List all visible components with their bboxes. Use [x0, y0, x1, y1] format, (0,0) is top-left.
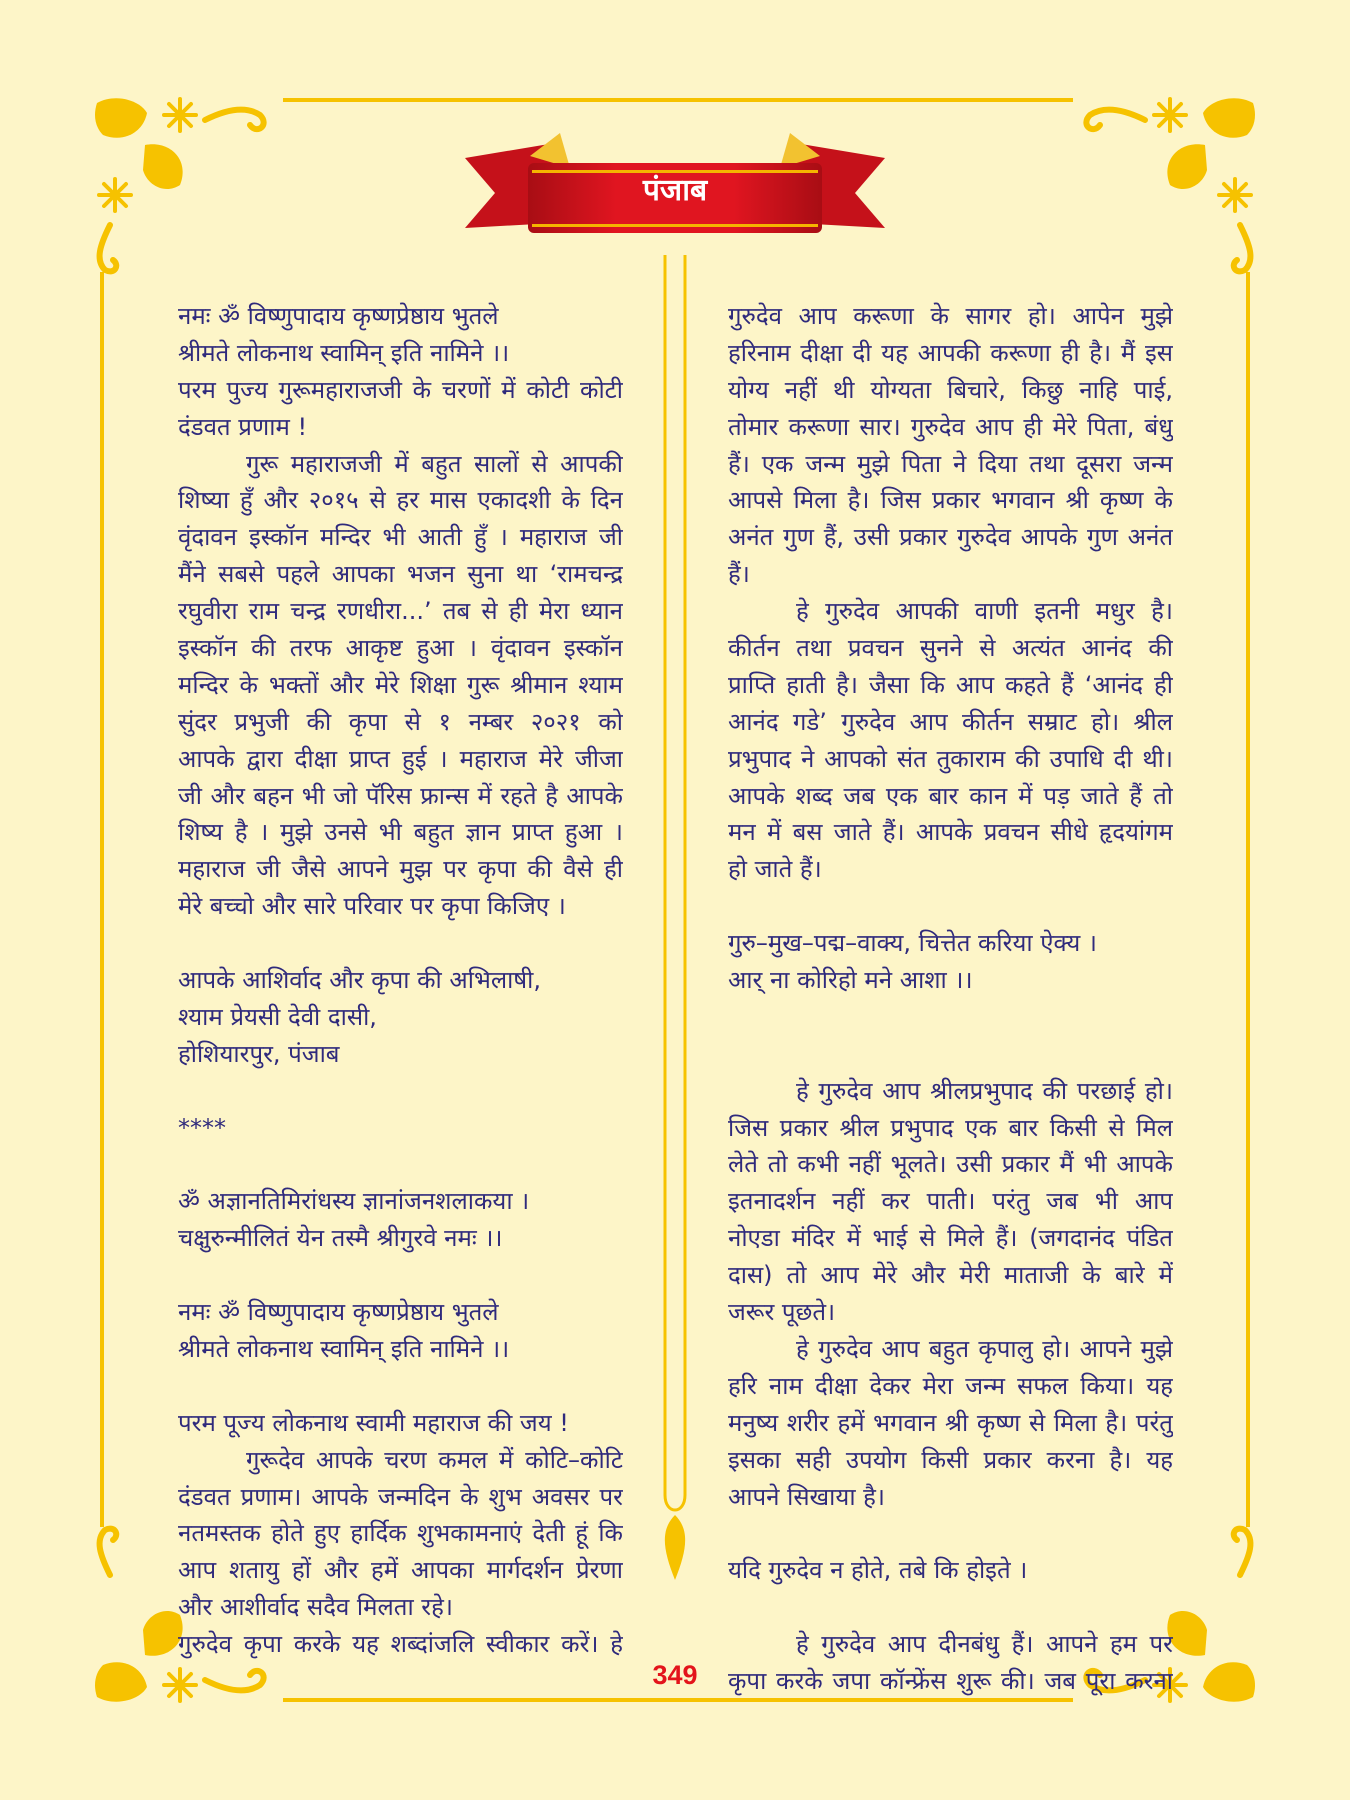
text-line: आर् ना कोरिहो मने आशा ।। — [728, 966, 973, 995]
border-top — [283, 98, 1073, 102]
text-line: आपके द्वारा दीक्षा प्राप्त हुई । महाराज मेरे जीजा — [178, 744, 623, 773]
text-line: वृंदावन इस्कॉन मन्दिर भी आती हुँ । महाराज जी — [178, 523, 623, 552]
text-line: परम पूज्य लोकनाथ स्वामी महाराज की जय ! — [178, 1408, 569, 1437]
text-line: सुंदर प्रभुजी की कृपा से १ नम्बर २०२१ को — [178, 707, 623, 736]
text-line: और आशीर्वाद सदैव मिलता रहे। — [178, 1593, 453, 1622]
text-line: आपके आशिर्वाद और कृपा की अभिलाषी, — [178, 966, 542, 995]
text-line: प्रभुपाद ने आपको संत तुकाराम की उपाधि दी थी। — [728, 744, 1173, 773]
paragraph — [728, 1073, 1173, 1331]
text-line: गुरु–मुख–पद्म–वाक्य, चित्तेत करिया ऐक्य । — [728, 929, 1097, 958]
text-line: दंडवत प्रणाम ! — [178, 412, 308, 441]
text-line: हो जाते हैं। — [728, 855, 822, 884]
text-line: हे गुरुदेव आपकी वाणी इतनी मधुर है। — [796, 597, 1173, 626]
text-line: गुरू महाराजजी में बहुत सालों से आपकी — [246, 449, 623, 478]
text-line: हे गुरुदेव आप श्रीलप्रभुपाद की परछाई हो। — [796, 1076, 1173, 1105]
paragraph — [728, 962, 1173, 999]
paragraph — [178, 1036, 623, 1073]
text-line: रघुवीरा राम चन्द्र रणधीरा...’ तब से ही मेरा ध्यान — [178, 597, 623, 626]
text-line: श्याम प्रेयसी देवी दासी, — [178, 1002, 377, 1031]
text-line: गुरूदेव आपके चरण कमल में कोटि–कोटि — [246, 1445, 623, 1474]
section-title: पंजाब — [642, 173, 708, 208]
text-line: मेरे बच्चो और सारे परिवार पर कृपा किजिए । — [178, 892, 566, 921]
paragraph — [728, 1552, 1173, 1589]
border-left — [100, 272, 104, 1527]
text-line: जी और बहन भी जो पॅरिस फ्रान्स में रहते है आपके — [178, 781, 623, 810]
text-line: **** — [178, 1113, 226, 1142]
blank-line — [728, 1589, 1173, 1626]
text-line: लेते तो कभी नहीं भूलते। उसी प्रकार मैं भी आपके — [728, 1150, 1173, 1179]
text-line: नोएडा मंदिर में भाई से मिले हैं। (जगदानंद पंडित — [728, 1224, 1173, 1253]
text-line: चक्षुरुन्मीलितं येन तस्मै श्रीगुरवे नमः ।। — [178, 1224, 503, 1253]
text-line: शिष्य है । मुझे उनसे भी बहुत ज्ञान प्राप्त हुआ । — [178, 818, 623, 847]
text-line: हरिनाम दीक्षा दी यह आपकी करूणा ही है। मैं इस — [728, 338, 1173, 367]
text-line: श्रीमते लोकनाथ स्वामिन् इति नामिने ।। — [178, 1334, 510, 1363]
blank-line — [728, 1036, 1173, 1073]
text-line: आप शतायु हों और हमें आपका मार्गदर्शन प्रेरणा — [178, 1556, 623, 1585]
paragraph — [728, 1331, 1173, 1515]
text-line: मन्दिर के भक्तों और मेरे शिक्षा गुरू श्रीमान श्याम — [178, 670, 623, 699]
text-line: परम पुज्य गुरूमहाराजजी के चरणों में कोटी कोटी — [178, 375, 623, 404]
text-line: आपने सिखाया है। — [728, 1482, 886, 1511]
border-right — [1246, 272, 1250, 1527]
paragraph — [728, 593, 1173, 888]
text-line: होशियारपुर, पंजाब — [178, 1039, 340, 1068]
blank-line — [178, 1146, 623, 1183]
text-line: इस्कॉन की तरफ आकृष्ट हुआ । वृंदावन इस्कॉन — [178, 634, 623, 663]
text-line: यदि गुरुदेव न होते, तबे कि होइते । — [728, 1556, 1028, 1585]
paragraph — [178, 298, 623, 335]
text-line: योग्य नहीं थी योग्यता बिचारे, किछु नाहि पाई, — [728, 375, 1173, 404]
blank-line — [178, 1368, 623, 1405]
text-line: कृपा करके जपा कॉन्फ्रेंस शुरू की। जब पूरा करना — [728, 1666, 1173, 1695]
text-line: आनंद गडे’ गुरुदेव आप कीर्तन सम्राट हो। श्रील — [728, 707, 1173, 736]
paragraph — [178, 1183, 623, 1220]
text-line: आपके शब्द जब एक बार कान में पड़ जाते हैं तो — [728, 781, 1173, 810]
text-line: नमः ॐ विष्णुपादाय कृष्णप्रेष्ठाय भुतले — [178, 302, 499, 330]
text-line: अनंत गुण हैं, उसी प्रकार गुरुदेव आपके गुण अनंत — [728, 523, 1173, 552]
column-divider — [655, 255, 695, 1585]
paragraph — [178, 1110, 623, 1147]
text-line: मैंने सबसे पहले आपका भजन सुना था ‘रामचन्द्र — [178, 560, 623, 589]
paragraph — [178, 1294, 623, 1331]
paragraph — [178, 1442, 623, 1626]
blank-line — [178, 925, 623, 962]
paragraph — [178, 1626, 623, 1663]
text-line: दास) तो आप मेरे और मेरी माताजी के बारे में — [728, 1261, 1173, 1290]
text-line: मन में बस जाते हैं। आपके प्रवचन सीधे हृदयांगम — [728, 818, 1173, 847]
paragraph — [178, 1331, 623, 1368]
text-line: आपसे मिला है। जिस प्रकार भगवान श्री कृष्ण के — [728, 486, 1173, 515]
text-line: हैं। — [728, 560, 750, 589]
blank-line — [178, 1073, 623, 1110]
text-line: कीर्तन तथा प्रवचन सुनने से अत्यंत आनंद की — [728, 634, 1173, 663]
text-line: गुरुदेव कृपा करके यह शब्दांजलि स्वीकार करें। हे — [178, 1630, 623, 1659]
text-line: इसका सही उपयोग किसी प्रकार करना है। यह — [728, 1445, 1173, 1474]
text-line: मनुष्य शरीर हमें भगवान श्री कृष्ण से मिला है। परंतु — [728, 1408, 1173, 1437]
text-line: हरि नाम दीक्षा देकर मेरा जन्म सफल किया। यह — [728, 1371, 1173, 1400]
text-line: इतनादर्शन नहीं कर पाती। परंतु जब भी आप — [728, 1187, 1173, 1216]
page-number: 349 — [652, 1660, 698, 1690]
left-column — [178, 298, 623, 1663]
paragraph — [178, 335, 623, 372]
blank-line — [178, 1257, 623, 1294]
text-line: नमः ॐ विष्णुपादाय कृष्णप्रेष्ठाय भुतले — [178, 1298, 499, 1327]
text-line: प्राप्ति हाती है। जैसा कि आप कहते हैं ‘आनंद ही — [728, 670, 1173, 699]
paragraph — [178, 446, 623, 926]
text-line: नतमस्तक होते हुए हार्दिक शुभकामनाएं देती हूं कि — [178, 1519, 623, 1548]
text-line: शिष्या हुँ और २०१५ से हर मास एकादशी के दिन — [178, 486, 623, 515]
text-line: जरूर पूछते। — [728, 1298, 836, 1327]
paragraph — [728, 298, 1173, 593]
text-line: तोमार करूणा सार। गुरुदेव आप ही मेरे पिता, बंधु — [728, 412, 1173, 441]
text-line: ॐ अज्ञानतिमिरांधस्य ज्ञानांजनशलाकया । — [178, 1187, 530, 1216]
text-line: जिस प्रकार श्रील प्रभुपाद एक बार किसी से मिल — [728, 1113, 1173, 1142]
text-line: हे गुरुदेव आप दीनबंधु हैं। आपने हम पर — [796, 1630, 1173, 1659]
paragraph — [178, 1220, 623, 1257]
text-line: दंडवत प्रणाम। आपके जन्मदिन के शुभ अवसर पर — [178, 1482, 623, 1511]
right-column — [728, 298, 1173, 1700]
text-line: महाराज जी जैसे आपने मुझ पर कृपा की वैसे ही — [178, 855, 623, 884]
text-line: श्रीमते लोकनाथ स्वामिन् इति नामिने ।। — [178, 338, 510, 367]
text-line: हे गुरुदेव आप बहुत कृपालु हो। आपने मुझे — [796, 1334, 1173, 1363]
text-line: गुरुदेव आप करूणा के सागर हो। आपेन मुझे — [728, 302, 1173, 330]
blank-line — [728, 999, 1173, 1036]
paragraph — [178, 999, 623, 1036]
paragraph — [728, 925, 1173, 962]
blank-line — [728, 888, 1173, 925]
blank-line — [728, 1515, 1173, 1552]
paragraph — [178, 962, 623, 999]
text-line: हैं। एक जन्म मुझे पिता ने दिया तथा दूसरा जन्म — [728, 449, 1173, 478]
paragraph — [178, 372, 623, 446]
paragraph — [178, 1405, 623, 1442]
